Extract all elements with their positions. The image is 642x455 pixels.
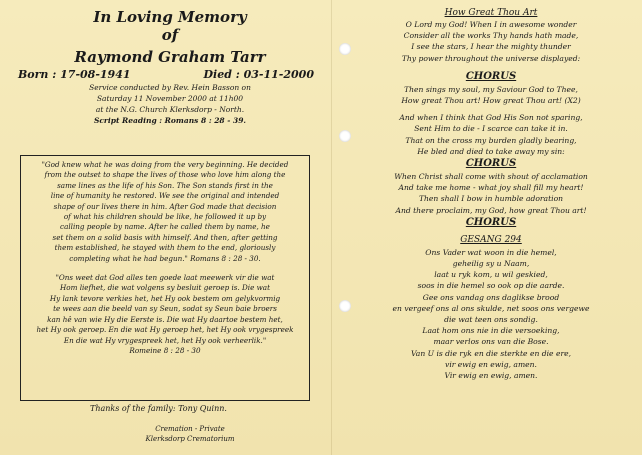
hymn-line: And take me home - what joy shall fill my heart!: [398, 183, 584, 193]
passage-line: them established, he stayed with them to the end, gloriously: [54, 243, 276, 253]
hymn-line: And there proclaim, my God, how great Thou art!: [395, 205, 587, 215]
verse-2: [350, 112, 632, 157]
cremation-details: [130, 424, 250, 444]
hymn-line: vir ewig en ewig, amen.: [445, 359, 537, 369]
service-line: Saturday 11 November 2000 at 11h00: [96, 94, 244, 103]
passage-line: te wees aan die beeld van sy Seun, sodat sy Seun baie broers: [53, 304, 277, 314]
passage-line: completing what he had begun." Romans 8 : 28 - 30.: [69, 253, 261, 263]
service-line: Service conducted by Rev. Hein Basson on: [89, 83, 251, 92]
hymn-line: Laat hom ons nie in die versoeking,: [422, 326, 560, 336]
hymn-line: How great Thou art! How great Thou art! (X2): [401, 96, 581, 106]
hymn-line: Van U is die ryk en die sterkte en die ere,: [411, 348, 571, 358]
passage-line: shape of our lives there in him. After God made that decision: [53, 201, 277, 211]
hymn-line: Sent Him to die - I scarce can take it in.: [414, 124, 568, 134]
passage-line: Hom liefhet, die wat volgens sy besluit geroep is. Die wat: [60, 283, 270, 293]
hymn-line: Then shall I bow in humble adoration: [418, 194, 564, 204]
hymn-line: Gee ons vandag ons daglikse brood: [422, 292, 560, 302]
born-date: Born : 17-08-1941: [18, 68, 131, 81]
hymn-line: geheilig sy u Naam,: [452, 259, 530, 269]
hymn-line: soos in die hemel so ook op die aarde.: [417, 281, 565, 291]
hymn-line: Ons Vader wat woon in die hemel,: [425, 247, 557, 257]
hymn-line: laat u ryk kom, u wil geskied,: [434, 270, 548, 280]
hymn-line: O Lord my God! When I in awesome wonder: [405, 20, 577, 29]
dates-row: [18, 68, 314, 81]
hymn-line: Vir ewig en ewig, amen.: [444, 371, 538, 381]
passage-line: calling people by name. After he called them by name, he: [60, 222, 270, 232]
verse-3: [350, 171, 632, 216]
passage-line: En die wat Hy vrygespreek het, het Hy ook verheerlik.": [63, 335, 267, 345]
passage-line: line of humanity he restored. We see the original and intended: [50, 191, 280, 201]
hymn-line: That on the cross my burden gladly bearing,: [405, 135, 577, 145]
chorus-heading: CHORUS: [465, 216, 517, 228]
chorus-heading: CHORUS: [465, 158, 517, 170]
passage-line: het Hy ook geroep. En die wat Hy geroep het, het Hy ook vrygespreek: [36, 325, 294, 335]
hymn-title: How Great Thou Art: [444, 8, 538, 18]
passage-line: kan hê van wie Hy die Eerste is. Die wat Hy daartoe bestem het,: [47, 314, 283, 324]
left-panel: [14, 8, 326, 126]
passage-line: Hy lank tevore verkies het, het Hy ook bestem om gelykvormig: [49, 293, 281, 303]
passage-line: set them on a solid basis with himself. And then, after getting: [52, 232, 278, 242]
chorus-heading: CHORUS: [465, 70, 517, 82]
cremation-line: Klerksdorp Crematorium: [145, 435, 235, 443]
hymn-line: Thy power throughout the universe displayed:: [401, 53, 581, 63]
passage-line: from the outset to shape the lives of those who love him along the: [44, 170, 286, 180]
service-line: at the N.G. Church Klerksdorp - North.: [95, 105, 245, 114]
right-panel: [350, 8, 632, 381]
passage-line: "God knew what he was doing from the very beginning. He decided: [41, 160, 289, 169]
afrikaans-passage: [27, 273, 303, 356]
scripture-reading: Script Reading : Romans 8 : 28 - 39.: [93, 116, 247, 125]
passage-line: same lines as the life of his Son. The Son stands first in the: [57, 180, 273, 190]
chorus: [350, 84, 632, 106]
died-date: Died : 03-11-2000: [203, 68, 314, 81]
of-text: of: [161, 26, 179, 44]
cremation-line: Cremation - Private: [155, 425, 225, 433]
hymn-line: And when I think that God His Son not sparing,: [399, 113, 583, 123]
hymn-line: Consider all the works Thy hands hath made,: [403, 31, 579, 41]
passage-reference: Romeine 8 : 28 - 30: [129, 345, 201, 355]
hymn-line: I see the stars, I hear the mighty thunder: [411, 42, 571, 52]
family-thanks: Thanks of the family: Tony Quinn.: [90, 404, 227, 413]
passage-line: "Ons weet dat God alles ten goede laat meewerk vir die wat: [55, 273, 275, 283]
hymn-line: Then sings my soul, my Saviour God to Thee,: [404, 84, 578, 94]
hymn-line: die wat teen ons sondig.: [444, 315, 538, 325]
center-fold: [331, 0, 332, 455]
passage-line: of what his children should be like, he followed it up by: [63, 212, 267, 222]
hymn-line: en vergeef ons al ons skulde, net soos ons vergewe: [392, 303, 590, 313]
verse-1: [350, 19, 632, 64]
scripture-box: [20, 155, 310, 401]
hymn-line: maar verlos ons van die Bose.: [433, 337, 549, 347]
hymn-line: When Christ shall come with shout of acclamation: [394, 172, 588, 182]
gesang-title: GESANG 294: [460, 234, 522, 245]
service-details: [14, 82, 326, 126]
memorial-title: In Loving Memory: [93, 8, 247, 26]
deceased-name: Raymond Graham Tarr: [74, 48, 266, 66]
gesang: [350, 247, 632, 381]
hymn-line: He bled and died to take away my sin:: [417, 146, 565, 156]
english-passage: [27, 160, 303, 264]
